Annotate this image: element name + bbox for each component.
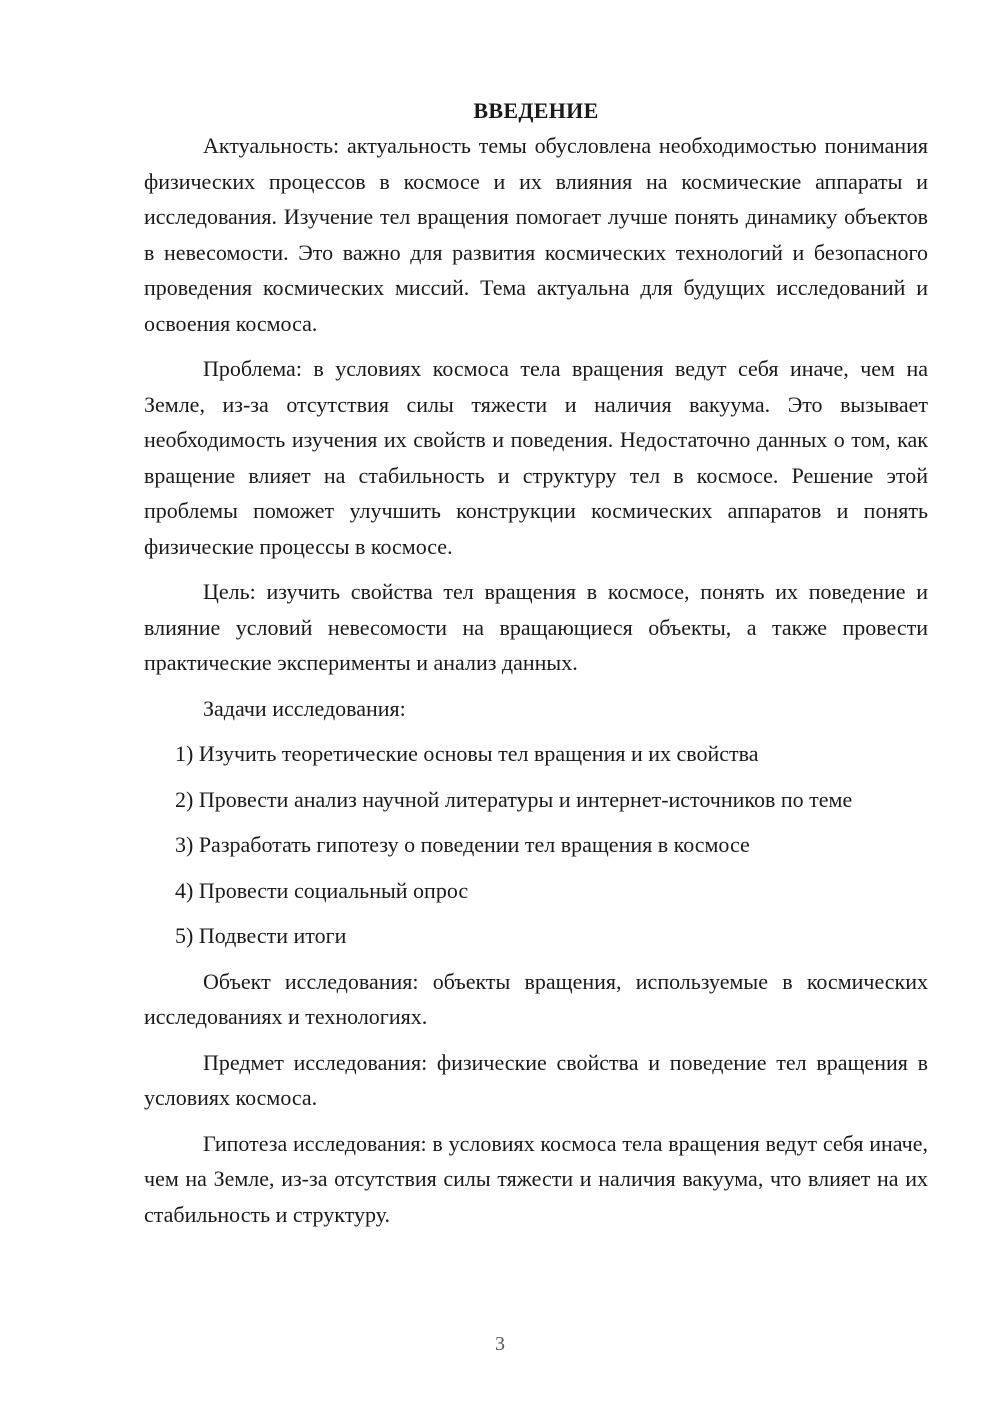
task-item: 3) Разработать гипотезу о поведении тел вращения в космосе (175, 832, 750, 857)
paragraph-goal: Цель: изучить свойства тел вращения в космосе, понять их поведение и влияние условий невесомости на вращающиеся объекты, а также провести практические эксперименты и анализ данных. (144, 579, 928, 675)
task-item: 4) Провести социальный опрос (175, 877, 469, 903)
tasks-heading: Задачи исследования: (203, 695, 406, 721)
paragraph-object: Объект исследования: объекты вращения, используемые в космических исследованиях и технологиях. (144, 968, 928, 1029)
task-item: 1) Изучить теоретические основы тел вращения и их свойства (175, 741, 759, 766)
paragraph-problem: Проблема: в условиях космоса тела вращения ведут себя иначе, чем на Земле, из-за отсутствия силы тяжести и наличия вакуума. Это вызывает необходимость изучения их свойств и поведения. Недостаточно данных о том, как вращение влияет на стабильность и структуру тел в космосе. Решение этой проблемы поможет улучшить конструкции космических аппаратов и понять физические процессы в космосе. (144, 356, 928, 559)
document-page (144, 96, 928, 1242)
task-item: 2) Провести анализ научной литературы и интернет-источников по теме (175, 786, 853, 812)
section-title: ВВЕДЕНИЕ (473, 98, 599, 123)
paragraph-relevance: Актуальность: актуальность темы обусловлена необходимостью понимания физических процессов в космосе и их влияния на космические аппараты и исследования. Изучение тел вращения помогает лучше понять динамику объектов в невесомости. Это важно для развития космических технологий и безопасного проведения космических миссий. Тема актуальна для будущих исследований и освоения космоса. (144, 133, 928, 336)
paragraph-subject: Предмет исследования: физические свойства и поведение тел вращения в условиях космоса. (144, 1049, 928, 1110)
paragraph-hypothesis: Гипотеза исследования: в условиях космоса тела вращения ведут себя иначе, чем на Земле, из-за отсутствия силы тяжести и наличия вакуума, что влияет на их стабильность и структуру. (144, 1130, 928, 1227)
tasks-list (144, 736, 928, 954)
task-item: 5) Подвести итоги (175, 923, 347, 948)
page-number: 3 (495, 1333, 505, 1355)
